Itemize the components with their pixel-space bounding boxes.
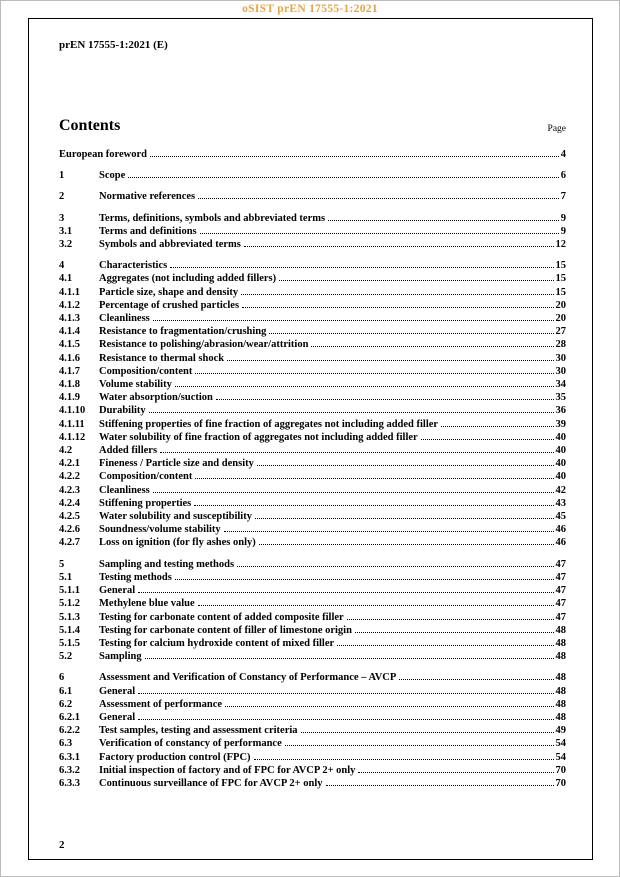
toc-entry-title: Sampling [99, 651, 142, 663]
toc-entry-number: 5.1.1 [59, 585, 80, 597]
toc-entry-page: 9 [560, 212, 566, 224]
toc-entry [59, 671, 566, 684]
toc-entry [59, 212, 566, 225]
toc-entry-page: 15 [555, 260, 566, 272]
toc-entry-number: 6.2.2 [59, 725, 80, 737]
toc-entry-page: 34 [555, 379, 566, 391]
toc-dotted-leader [311, 346, 553, 347]
toc-entry-number: 4.2.7 [59, 537, 80, 549]
toc-entry-number: 4.1.8 [59, 379, 80, 391]
toc-entry [59, 751, 566, 764]
toc-entry-page: 46 [555, 524, 566, 536]
toc-dotted-leader [421, 439, 554, 440]
toc-entry [59, 444, 566, 457]
toc-entry-number: 4.1.1 [59, 286, 80, 298]
toc-entry-page: 7 [560, 191, 566, 203]
toc-dotted-leader [441, 426, 553, 427]
toc-entry [59, 650, 566, 663]
toc-entry [59, 299, 566, 312]
toc-entry-number: 6.3.3 [59, 777, 80, 789]
toc-entry [59, 378, 566, 391]
toc-entry-number: 4.1.4 [59, 326, 80, 338]
toc-dotted-leader [170, 267, 553, 268]
toc-dotted-leader [175, 579, 554, 580]
toc-entry-title: Testing methods [99, 571, 172, 583]
toc-entry-page: 39 [555, 418, 566, 430]
toc-entry-title: Sampling and testing methods [99, 558, 235, 570]
toc-dotted-leader [399, 679, 553, 680]
toc-entry [59, 365, 566, 378]
toc-entry-title: Composition/content [99, 365, 193, 377]
toc-entry [59, 611, 566, 624]
toc-entry [59, 698, 566, 711]
toc-entry-number: 5.2 [59, 651, 73, 663]
toc-dotted-leader [355, 632, 554, 633]
toc-entry-title: Aggregates (not including added fillers) [99, 273, 277, 285]
toc-entry-number: 4.2.3 [59, 484, 80, 496]
toc-entry-page: 48 [555, 672, 566, 684]
toc-entry-title: Water solubility of fine fraction of aggregates not including added filler [99, 431, 418, 443]
toc-entry [59, 272, 566, 285]
toc-entry-title: Normative references [99, 191, 196, 203]
toc-dotted-leader [138, 592, 553, 593]
toc-entry-page: 47 [555, 598, 566, 610]
toc-entry-page: 12 [555, 239, 566, 251]
toc-entry-title: Resistance to polishing/abrasion/wear/attrition [99, 339, 309, 351]
toc-entry-title: Symbols and abbreviated terms [99, 239, 241, 251]
toc-entry-title: Terms and definitions [99, 225, 197, 237]
toc-entry-title: Verification of constancy of performance [99, 738, 282, 750]
toc-entry-title: Continuous surveillance of FPC for AVCP 2+ only [99, 777, 323, 789]
toc-entry [59, 777, 566, 790]
toc-entry-page: 45 [555, 511, 566, 523]
toc-dotted-leader [358, 772, 553, 773]
toc-entry-page: 30 [555, 352, 566, 364]
watermark: oSIST prEN 17555-1:2021 [242, 3, 378, 15]
toc-dotted-leader [160, 452, 553, 453]
toc-entry [59, 225, 566, 238]
toc-dotted-leader [241, 294, 553, 295]
toc-entry-number: 6.2.1 [59, 711, 80, 723]
toc-entry-title: Fineness / Particle size and density [99, 458, 254, 470]
toc-entry-title: Cleanliness [99, 484, 150, 496]
document-reference: prEN 17555-1:2021 (E) [59, 39, 168, 51]
toc-entry-title: Factory production control (FPC) [99, 751, 251, 763]
toc-entry [59, 737, 566, 750]
toc-entry [59, 510, 566, 523]
toc-dotted-leader [128, 177, 559, 178]
toc-entry [59, 724, 566, 737]
toc-dotted-leader [301, 732, 554, 733]
toc-entry-title: Methylene blue value [99, 598, 195, 610]
page-border-frame [28, 18, 593, 860]
toc-entry-title: Soundness/volume stability [99, 524, 221, 536]
toc-dotted-leader [175, 386, 554, 387]
toc-entry-title: European foreword [59, 149, 147, 160]
toc-dotted-leader [150, 156, 559, 157]
toc-entry-number: 4.2.2 [59, 471, 80, 483]
toc-entry-page: 40 [555, 458, 566, 470]
toc-entry-page: 48 [555, 685, 566, 697]
toc-entry [59, 637, 566, 650]
toc-entry-title: Cleanliness [99, 313, 150, 325]
contents-header [59, 117, 566, 135]
toc-entry-number: 5.1.3 [59, 611, 80, 623]
toc-entry [59, 584, 566, 597]
toc-entry-title: Loss on ignition (for fly ashes only) [99, 537, 256, 549]
toc-entry-number: 4.1.7 [59, 365, 80, 377]
toc-dotted-leader [259, 544, 554, 545]
toc-entry [59, 259, 566, 272]
toc-dotted-leader [198, 605, 554, 606]
toc-entry-page: 40 [555, 445, 566, 457]
toc-entry-page: 40 [555, 471, 566, 483]
toc-entry [59, 312, 566, 325]
toc-entry-title: Volume stability [99, 379, 172, 391]
toc-entry-number: 4.1.6 [59, 352, 80, 364]
toc-entry [59, 764, 566, 777]
toc-entry-title: Water solubility and susceptibility [99, 511, 252, 523]
toc-entry [59, 391, 566, 404]
toc-entry [59, 457, 566, 470]
toc-entry-number: 4.2.1 [59, 458, 80, 470]
toc-entry-title: Water absorption/suction [99, 392, 213, 404]
toc-dotted-leader [200, 233, 559, 234]
toc-entry-page: 15 [555, 286, 566, 298]
toc-dotted-leader [337, 645, 553, 646]
toc-entry-page: 43 [555, 497, 566, 509]
toc-entry [59, 470, 566, 483]
toc-entry [59, 711, 566, 724]
toc-dotted-leader [198, 198, 559, 199]
footer-page-number: 2 [59, 839, 65, 851]
toc-entry-title: Initial inspection of factory and of FPC for AVCP 2+ only [99, 764, 356, 776]
toc-entry-page: 47 [555, 585, 566, 597]
toc-dotted-leader [216, 399, 554, 400]
toc-entry-page: 47 [555, 571, 566, 583]
toc-dotted-leader [285, 745, 554, 746]
toc-entry-number: 4.1.3 [59, 313, 80, 325]
toc-entry-page: 9 [560, 225, 566, 237]
toc-entry-page: 28 [555, 339, 566, 351]
toc-entry-page: 70 [555, 764, 566, 776]
toc-entry-number: 5.1.4 [59, 624, 80, 636]
toc-entry-title: Terms, definitions, symbols and abbreviated terms [99, 212, 326, 224]
toc-entry-number: 1 [59, 170, 65, 182]
toc-entry [59, 624, 566, 637]
toc-entry-title: General [99, 711, 136, 723]
toc-entry-page: 42 [555, 484, 566, 496]
toc-entry [59, 286, 566, 299]
toc-entry-page: 27 [555, 326, 566, 338]
toc-entry-page: 15 [555, 273, 566, 285]
toc-entry [59, 597, 566, 610]
toc-entry-page: 48 [555, 711, 566, 723]
toc-entry [59, 523, 566, 536]
toc-dotted-leader [145, 658, 554, 659]
toc-entry-number: 4 [59, 260, 65, 272]
toc-entry-page: 4 [560, 149, 566, 160]
toc-entry-title: Assessment of performance [99, 698, 223, 710]
toc-entry [59, 190, 566, 203]
toc-entry-number: 6.3.1 [59, 751, 80, 763]
page-column-label: Page [547, 124, 566, 134]
toc-entry [59, 571, 566, 584]
toc-dotted-leader [194, 505, 553, 506]
toc-entry-number: 3.1 [59, 225, 73, 237]
toc-dotted-leader [227, 360, 553, 361]
toc-entry-page: 46 [555, 537, 566, 549]
toc-entry-page: 36 [555, 405, 566, 417]
toc-entry-number: 4.1.9 [59, 392, 80, 404]
toc-entry-number: 4.1.11 [59, 418, 85, 430]
toc-dotted-leader [279, 280, 553, 281]
toc-entry-page: 48 [555, 637, 566, 649]
toc-entry-page: 30 [555, 365, 566, 377]
toc-entry-title: Durability [99, 405, 146, 417]
toc-entry-page: 20 [555, 313, 566, 325]
toc-entry [59, 418, 566, 431]
toc-entry-number: 6 [59, 672, 65, 684]
toc-dotted-leader [195, 478, 553, 479]
toc-entry-number: 4.1.2 [59, 299, 80, 311]
toc-entry-number: 5.1.5 [59, 637, 80, 649]
toc-entry-number: 4.1.10 [59, 405, 86, 417]
toc-entry-title: Resistance to fragmentation/crushing [99, 326, 267, 338]
toc-entry [59, 169, 566, 182]
toc-entry-number: 3.2 [59, 239, 73, 251]
toc-entry-number: 6.3 [59, 738, 73, 750]
toc-dotted-leader [257, 465, 554, 466]
toc-entry-title: General [99, 585, 136, 597]
toc-entry-page: 54 [555, 751, 566, 763]
toc-entry-number: 6.2 [59, 698, 73, 710]
toc-entry-page: 40 [555, 431, 566, 443]
toc-entry-title: Assessment and Verification of Constancy of Performance – AVCP [99, 672, 397, 684]
toc-entry-number: 3 [59, 212, 65, 224]
toc-entry-title: Stiffening properties of fine fraction of aggregates not including added filler [99, 418, 439, 430]
toc-entry-page: 20 [555, 299, 566, 311]
toc-entry-page: 47 [555, 611, 566, 623]
toc-entry-number: 5 [59, 558, 65, 570]
toc-entry-number: 4.1.5 [59, 339, 80, 351]
toc-dotted-leader [138, 693, 553, 694]
toc-entry-page: 47 [555, 558, 566, 570]
toc-entry-number: 4.2.4 [59, 497, 80, 509]
toc-entry [59, 325, 566, 338]
toc-entry-number: 4.2.5 [59, 511, 80, 523]
toc-dotted-leader [326, 785, 554, 786]
toc-dotted-leader [224, 531, 554, 532]
toc-dotted-leader [138, 719, 553, 720]
toc-entry-number: 4.2 [59, 445, 73, 457]
toc-entry [59, 238, 566, 251]
toc-entry [59, 685, 566, 698]
toc-dotted-leader [269, 333, 553, 334]
toc-entry-title: Testing for calcium hydroxide content of mixed filler [99, 637, 335, 649]
toc-entry-number: 5.1 [59, 571, 73, 583]
toc-entry-page: 48 [555, 651, 566, 663]
toc-entry-title: Testing for carbonate content of filler of limestone origin [99, 624, 352, 636]
toc-dotted-leader [242, 307, 553, 308]
toc-entry-number: 4.2.6 [59, 524, 80, 536]
toc-dotted-leader [153, 492, 554, 493]
toc-entry-title: Test samples, testing and assessment criteria [99, 725, 298, 737]
toc-entry-title: Characteristics [99, 260, 168, 272]
toc-entry-page: 48 [555, 624, 566, 636]
toc-dotted-leader [347, 619, 554, 620]
toc-entry [59, 352, 566, 365]
toc-entry-title: Testing for carbonate content of added composite filler [99, 611, 344, 623]
toc-entry-page: 49 [555, 725, 566, 737]
toc-entry-title: Percentage of crushed particles [99, 299, 240, 311]
toc-dotted-leader [225, 706, 553, 707]
toc-entry-number: 6.3.2 [59, 764, 80, 776]
toc-entry-number: 4.1 [59, 273, 73, 285]
toc-entry-page: 54 [555, 738, 566, 750]
toc-entry-title: Added fillers [99, 445, 158, 457]
toc-entry-number: 5.1.2 [59, 598, 80, 610]
toc-entry [59, 338, 566, 351]
contents-title: Contents [59, 117, 121, 134]
toc-entry-title: Stiffening properties [99, 497, 192, 509]
toc-entry [59, 404, 566, 417]
toc-entry-title: Composition/content [99, 471, 193, 483]
toc-entry-title: Resistance to thermal shock [99, 352, 225, 364]
toc-entry-title: Particle size, shape and density [99, 286, 239, 298]
toc-entry-number: 4.1.12 [59, 431, 86, 443]
toc-dotted-leader [254, 759, 554, 760]
toc-entry-number: 2 [59, 191, 65, 203]
toc-dotted-leader [328, 220, 559, 221]
toc-entry [59, 431, 566, 444]
toc-entry [59, 536, 566, 549]
toc-entry [59, 497, 566, 510]
toc-entry-page: 70 [555, 777, 566, 789]
toc-entry [59, 484, 566, 497]
toc-dotted-leader [149, 412, 554, 413]
toc-dotted-leader [153, 320, 554, 321]
toc-dotted-leader [244, 246, 554, 247]
toc-entry [59, 148, 566, 161]
toc-entry-page: 48 [555, 698, 566, 710]
toc-dotted-leader [255, 518, 554, 519]
toc-entry-title: General [99, 685, 136, 697]
toc-entry-number: 6.1 [59, 685, 73, 697]
toc-entry [59, 558, 566, 571]
toc-dotted-leader [195, 373, 553, 374]
toc-entry-title: Scope [99, 170, 126, 182]
toc-list [59, 148, 566, 790]
toc-entry-page: 6 [560, 170, 566, 182]
toc-entry-page: 35 [555, 392, 566, 404]
toc-dotted-leader [237, 566, 553, 567]
